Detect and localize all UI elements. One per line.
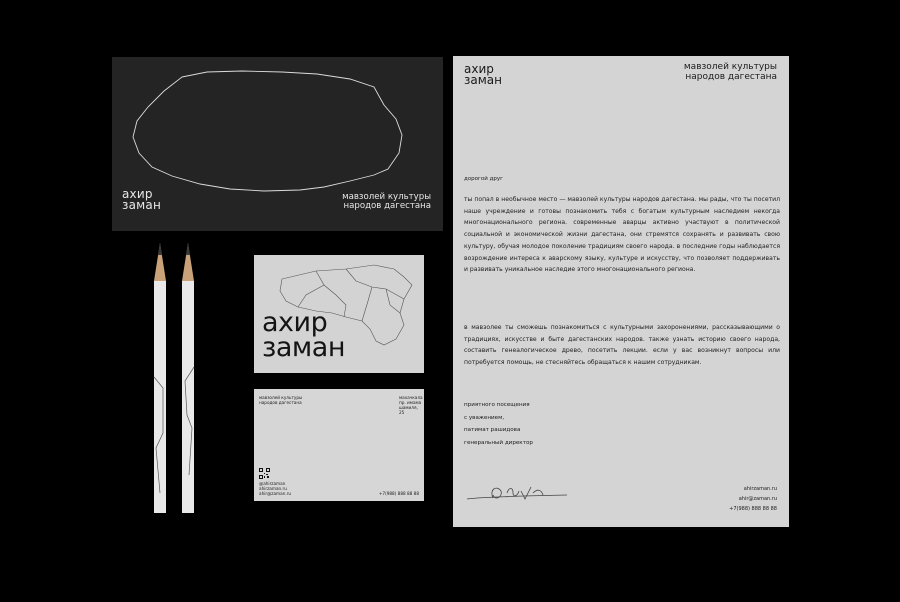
letter-brand: ахир заман [464, 62, 502, 87]
card-brand: ахир заман [262, 307, 345, 363]
letter-paragraph-2: в мавзолее ты сможешь познакомиться с культурными захоронениями, рассказывающими о традициях, искусстве и быте дагестанских народов. также узнать историю своего народа, составить генеалогическое древо, посетить лекции. если у вас возникнут вопросы или потребуется помощь, не стесняйтесь обращаться к нашим сотрудникам. [464, 324, 780, 367]
letter-tagline: мавзолей культуры народов дагестана [683, 62, 777, 82]
envelope-tagline: мавзолей культуры народов дагестана [342, 192, 431, 211]
letter-paragraph-1: ты попал в необычное место — мавзолей культуры народов дагестана. мы рады, что ты посетил наше учреждение и готовы познакомить тебя с богатым культурным наследием некогда многонационального региона. современные аварцы активно участвуют в политической социальной и экономической жизни дагестана, они стремятся сохранять и развивать свою культуру, обучая молодое поколение традициям своего народа. в последние годы наблюдается возрождение интереса к аварскому языку, культуре и искусству, что позволяет поддерживать и развивать уникальное наследие этого многонационального региона. [464, 196, 780, 274]
card-contacts: @ahirzaman ahirzaman.ru ahir@zaman.ru [259, 481, 292, 496]
business-card-front [254, 255, 424, 373]
signature-graphic [463, 479, 573, 505]
pencil [150, 243, 170, 513]
letter-greeting: дорогой друг [464, 176, 504, 182]
letter-closing: приятного посещения с уважением, патимат рашидова генеральный директор [464, 402, 533, 446]
letterhead [453, 56, 789, 527]
qr-code-icon [259, 468, 270, 479]
letter-contacts: ahirzaman.ru ahir@zaman.ru +7(988) 888 88 88 [729, 486, 777, 512]
envelope [112, 57, 443, 231]
envelope-brand: ахир заман [122, 187, 161, 212]
card-org: мавзолей культуры народов дагестана [259, 395, 303, 405]
card-phone: +7(988) 888 88 88 [378, 491, 419, 496]
card-address: махачкала пр. имама шамиля, 25 [399, 395, 423, 415]
pencil [178, 243, 198, 513]
business-card-back [254, 389, 424, 501]
